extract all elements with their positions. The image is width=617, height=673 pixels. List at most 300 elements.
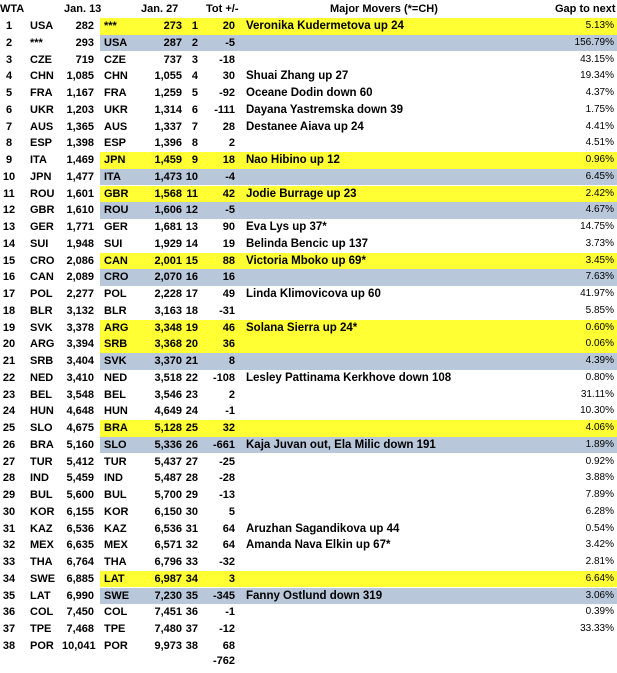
points-jan13-cell: 4,675	[66, 422, 94, 434]
rank-cell: 21	[2, 355, 16, 367]
rank-jan27-cell: 2	[191, 36, 198, 49]
gap-to-next-cell: 6.64%	[585, 572, 614, 584]
country-jan13-cell: TUR	[30, 455, 53, 468]
table-row	[0, 537, 617, 554]
rank-jan27-cell: 1	[191, 20, 198, 32]
total-change-cell: 46	[222, 321, 235, 334]
table-row	[0, 521, 617, 538]
total-change-cell: -32	[219, 556, 235, 568]
rank-jan27-cell: 15	[185, 254, 198, 267]
country-jan27-cell: GBR	[104, 187, 129, 200]
points-jan13-cell: 3,132	[66, 304, 94, 317]
major-movers-cell: Eva Lys up 37*	[246, 221, 327, 233]
rank-cell: 12	[2, 204, 16, 217]
country-jan27-cell: FRA	[104, 87, 127, 99]
gap-to-next-cell: 14.75%	[580, 221, 614, 232]
country-jan27-cell: CAN	[104, 254, 128, 267]
country-jan27-cell: SRB	[104, 338, 128, 351]
rank-cell: 29	[2, 489, 16, 501]
rank-cell: 31	[2, 522, 16, 535]
table-row	[0, 219, 617, 236]
rank-jan27-cell: 23	[185, 388, 198, 401]
gap-to-next-cell: 2.81%	[585, 556, 614, 567]
table-row	[0, 604, 617, 621]
rank-jan27-cell: 33	[185, 556, 198, 568]
points-jan13-cell: 1,203	[66, 103, 94, 116]
country-jan27-cell: MEX	[104, 539, 128, 552]
country-jan27-cell: TPE	[104, 623, 126, 635]
major-movers-cell	[246, 387, 546, 404]
country-jan27-cell: ***	[104, 20, 117, 32]
points-jan27-cell: 2,070	[154, 271, 182, 284]
points-jan13-cell: 3,404	[66, 355, 94, 367]
total-change-cell: -345	[212, 589, 235, 602]
country-jan13-cell: CZE	[30, 53, 52, 66]
major-movers-cell	[246, 169, 546, 186]
gap-to-next-cell: 3.42%	[585, 539, 614, 551]
total-change-cell: -12	[219, 623, 235, 635]
country-jan27-cell: ESP	[104, 137, 127, 150]
country-jan27-cell: NED	[104, 371, 128, 384]
points-jan13-cell: 2,086	[66, 254, 94, 267]
major-movers-cell: Lesley Pattinama Kerkhove down 108	[246, 371, 452, 384]
country-jan27-cell: USA	[104, 36, 128, 49]
rank-jan27-cell: 29	[185, 489, 198, 501]
rank-cell: 20	[2, 338, 16, 351]
total-change-cell: -1	[225, 405, 235, 418]
country-jan13-cell: FRA	[30, 87, 53, 99]
gap-to-next-cell: 4.41%	[585, 120, 614, 132]
rank-jan27-cell: 18	[185, 304, 198, 317]
points-jan27-cell: 5,487	[154, 472, 182, 485]
points-jan13-cell: 1,085	[66, 70, 94, 83]
table-row	[0, 470, 617, 487]
total-change-cell: 20	[222, 20, 235, 32]
points-jan13-cell: 6,990	[66, 589, 94, 602]
country-jan13-cell: POL	[30, 288, 53, 300]
rank-cell: 4	[5, 70, 13, 83]
rank-cell: 11	[3, 187, 15, 200]
gap-to-next-cell: 4.37%	[585, 87, 614, 98]
major-movers-cell	[246, 303, 546, 320]
country-jan13-cell: CRO	[30, 254, 55, 267]
major-movers-cell	[246, 470, 546, 487]
country-jan13-cell: AUS	[30, 120, 54, 133]
country-jan13-cell: SWE	[30, 572, 56, 585]
country-jan13-cell: IND	[30, 472, 49, 485]
rank-cell: 14	[2, 237, 16, 250]
points-jan27-cell: 6,987	[154, 572, 182, 585]
rank-cell: 24	[2, 405, 16, 418]
major-movers-cell	[246, 454, 546, 471]
total-change-cell: -661	[212, 438, 235, 451]
rank-jan27-cell: 3	[191, 53, 198, 66]
country-jan27-cell: SUI	[104, 237, 123, 250]
points-jan27-cell: 737	[163, 53, 182, 66]
total-change-cell: -92	[219, 87, 235, 99]
rank-cell: 8	[5, 137, 13, 150]
points-jan27-cell: 3,348	[154, 321, 182, 334]
country-jan27-cell: LAT	[104, 572, 125, 585]
points-jan27-cell: 1,055	[154, 70, 182, 83]
gap-to-next-cell: 3.73%	[585, 237, 614, 249]
major-movers-cell	[246, 571, 546, 588]
points-jan27-cell: 3,368	[154, 338, 182, 351]
points-jan13-cell: 719	[75, 53, 94, 66]
country-jan27-cell: SWE	[104, 589, 130, 602]
points-jan27-cell: 9,973	[154, 639, 182, 652]
gap-to-next-cell: 156.79%	[574, 36, 614, 48]
total-change-cell: 68	[222, 639, 235, 652]
country-jan13-cell: CAN	[30, 271, 54, 284]
total-change-cell: 32	[222, 422, 235, 434]
points-jan13-cell: 6,635	[66, 539, 94, 552]
total-change-cell: 42	[222, 187, 235, 200]
rank-cell: 34	[2, 572, 16, 585]
table-row	[0, 353, 617, 370]
rank-cell: 37	[2, 623, 16, 635]
country-jan27-cell: ROU	[104, 204, 129, 217]
country-jan27-cell: KOR	[104, 505, 129, 518]
table-row	[0, 152, 617, 169]
major-movers-cell: Jodie Burrage up 23	[246, 187, 357, 200]
rank-jan27-cell: 9	[191, 154, 198, 166]
header-jan13: Jan. 13	[64, 3, 102, 15]
points-jan13-cell: 3,378	[66, 321, 94, 334]
rank-jan27-cell: 35	[185, 589, 198, 602]
rank-jan27-cell: 14	[185, 237, 198, 250]
country-jan13-cell: POR	[30, 639, 54, 652]
country-jan13-cell: BLR	[30, 304, 53, 317]
points-jan27-cell: 6,796	[154, 556, 182, 568]
gap-to-next-cell: 41.97%	[580, 288, 614, 299]
major-movers-cell	[246, 638, 546, 655]
table-row	[0, 269, 617, 286]
country-jan13-cell: TPE	[30, 623, 52, 635]
table-row	[0, 303, 617, 320]
gap-to-next-cell: 3.88%	[585, 472, 614, 484]
total-change-cell: -108	[212, 371, 235, 384]
major-movers-cell	[246, 269, 546, 286]
rank-cell: 18	[2, 304, 16, 317]
rank-cell: 27	[2, 455, 16, 468]
table-row	[0, 437, 617, 454]
country-jan27-cell: CZE	[104, 53, 126, 66]
table-row	[0, 202, 617, 219]
total-change-cell: 19	[222, 237, 235, 250]
rank-jan27-cell: 19	[185, 321, 198, 334]
rank-jan27-cell: 34	[185, 572, 198, 585]
country-jan27-cell: JPN	[104, 154, 126, 166]
rank-jan27-cell: 36	[185, 606, 198, 619]
table-row	[0, 336, 617, 353]
country-jan27-cell: ARG	[104, 321, 129, 334]
rank-jan27-cell: 4	[191, 70, 198, 83]
major-movers-cell: Veronika Kudermetova up 24	[246, 20, 404, 32]
rank-jan27-cell: 27	[185, 455, 198, 468]
country-jan27-cell: UKR	[104, 103, 128, 116]
rank-jan27-cell: 6	[191, 103, 198, 116]
country-jan13-cell: UKR	[30, 103, 54, 116]
rank-jan27-cell: 37	[185, 623, 198, 635]
rank-cell: 2	[5, 36, 13, 49]
points-jan27-cell: 287	[163, 36, 182, 49]
points-jan13-cell: 6,536	[66, 522, 94, 535]
points-jan27-cell: 1,473	[154, 170, 182, 183]
table-row	[0, 68, 617, 85]
points-jan13-cell: 1,610	[66, 204, 94, 217]
major-movers-cell	[246, 52, 546, 69]
rank-jan27-cell: 25	[185, 422, 198, 434]
points-jan27-cell: 273	[163, 20, 182, 32]
points-jan13-cell: 5,600	[66, 489, 94, 501]
rank-cell: 26	[2, 438, 16, 451]
country-jan13-cell: SVK	[30, 321, 53, 334]
points-jan27-cell: 2,001	[154, 254, 182, 267]
table-row	[0, 370, 617, 387]
points-jan13-cell: 5,412	[66, 455, 94, 468]
country-jan13-cell: USA	[30, 20, 54, 32]
gap-to-next-cell: 4.67%	[585, 204, 614, 216]
table-row	[0, 102, 617, 119]
points-jan13-cell: 6,885	[66, 572, 94, 585]
points-jan13-cell: 2,277	[66, 288, 94, 300]
points-jan13-cell: 3,394	[66, 338, 94, 351]
rank-jan27-cell: 8	[191, 137, 198, 150]
major-movers-cell	[246, 621, 546, 638]
points-jan27-cell: 1,259	[154, 87, 182, 99]
header-tot: Tot +/-	[206, 3, 239, 15]
rank-cell: 36	[2, 606, 16, 619]
major-movers-cell: Dayana Yastremska down 39	[246, 103, 404, 116]
country-jan27-cell: COL	[104, 606, 128, 619]
country-jan13-cell: ITA	[30, 154, 47, 166]
country-jan13-cell: ***	[30, 36, 43, 49]
rank-cell: 16	[2, 271, 16, 284]
points-jan27-cell: 7,480	[154, 623, 182, 635]
total-change-cell: 5	[228, 505, 235, 518]
total-change-cell: 3	[228, 572, 235, 585]
major-movers-cell: Destanee Aiava up 24	[246, 120, 364, 133]
major-movers-cell	[246, 604, 546, 621]
total-change-cell: -31	[219, 304, 235, 317]
table-row	[0, 236, 617, 253]
major-movers-cell: Oceane Dodin down 60	[246, 87, 373, 99]
country-jan27-cell: CHN	[104, 70, 128, 83]
gap-to-next-cell: 6.45%	[585, 170, 614, 182]
points-jan13-cell: 1,948	[66, 237, 94, 250]
country-jan27-cell: GER	[104, 221, 128, 233]
rank-cell: 3	[5, 53, 13, 66]
gap-to-next-cell: 0.60%	[585, 321, 614, 333]
country-jan13-cell: JPN	[30, 170, 52, 183]
major-movers-cell: Shuai Zhang up 27	[246, 70, 349, 83]
country-jan27-cell: IND	[104, 472, 123, 485]
points-jan27-cell: 3,518	[154, 371, 182, 384]
table-row	[0, 571, 617, 588]
gap-to-next-cell: 10.30%	[580, 405, 614, 417]
table-row	[0, 420, 617, 437]
total-change-cell: 88	[222, 254, 235, 267]
points-jan13-cell: 7,468	[66, 623, 94, 635]
rank-cell: 35	[2, 589, 16, 602]
total-change-cell: -5	[225, 36, 235, 49]
points-jan27-cell: 5,700	[154, 489, 182, 501]
total-change-cell: 18	[222, 154, 235, 166]
total-change-cell: 30	[222, 70, 235, 83]
major-movers-cell	[246, 487, 546, 504]
rank-jan27-cell: 30	[185, 505, 198, 518]
total-change-cell: 90	[222, 221, 235, 233]
major-movers-cell	[246, 504, 546, 521]
major-movers-cell	[246, 353, 546, 370]
rank-cell: 15	[2, 254, 16, 267]
points-jan13-cell: 2,089	[66, 271, 94, 284]
country-jan13-cell: GBR	[30, 204, 55, 217]
country-jan27-cell: AUS	[104, 120, 128, 133]
country-jan27-cell: CRO	[104, 271, 129, 284]
total-change-cell: 28	[222, 120, 235, 133]
points-jan27-cell: 6,150	[154, 505, 182, 518]
rank-jan27-cell: 7	[191, 120, 198, 133]
points-jan13-cell: 1,771	[66, 221, 94, 233]
country-jan13-cell: MEX	[30, 539, 54, 552]
points-jan13-cell: 3,410	[66, 371, 94, 384]
table-row	[0, 588, 617, 605]
rank-jan27-cell: 16	[185, 271, 198, 284]
table-row	[0, 554, 617, 571]
points-jan13-cell: 5,459	[66, 472, 94, 485]
table-row	[0, 169, 617, 186]
rank-cell: 28	[2, 472, 16, 485]
country-jan27-cell: SLO	[104, 438, 127, 451]
points-jan27-cell: 1,314	[154, 103, 182, 116]
major-movers-cell: Victoria Mboko up 69*	[246, 254, 366, 267]
total-change: -762	[212, 655, 235, 667]
rank-cell: 9	[5, 154, 13, 166]
country-jan27-cell: POL	[104, 288, 127, 300]
points-jan13-cell: 7,450	[66, 606, 94, 619]
points-jan27-cell: 1,337	[154, 120, 182, 133]
gap-to-next-cell: 19.34%	[580, 70, 614, 82]
table-row	[0, 186, 617, 203]
rank-jan27-cell: 32	[185, 539, 198, 552]
gap-to-next-cell: 5.13%	[585, 20, 614, 31]
country-jan13-cell: THA	[30, 556, 53, 568]
points-jan27-cell: 6,536	[154, 522, 182, 535]
rank-jan27-cell: 13	[185, 221, 198, 233]
country-jan13-cell: BRA	[30, 438, 54, 451]
country-jan27-cell: BUL	[104, 489, 127, 501]
rank-cell: 6	[5, 103, 13, 116]
rank-jan27-cell: 22	[185, 371, 198, 384]
country-jan13-cell: ARG	[30, 338, 55, 351]
rank-jan27-cell: 21	[185, 355, 198, 367]
gap-to-next-cell: 4.39%	[585, 355, 614, 366]
points-jan27-cell: 7,230	[154, 589, 182, 602]
country-jan13-cell: SUI	[30, 237, 49, 250]
gap-to-next-cell: 7.63%	[585, 271, 614, 283]
points-jan13-cell: 4,648	[66, 405, 94, 418]
major-movers-cell	[246, 202, 546, 219]
points-jan27-cell: 1,459	[154, 154, 182, 166]
total-change-cell: -5	[225, 204, 235, 217]
total-change-cell: -28	[219, 472, 235, 485]
gap-to-next-cell	[540, 638, 614, 655]
major-movers-cell	[246, 420, 546, 437]
country-jan13-cell: BEL	[30, 388, 52, 401]
country-jan27-cell: BRA	[104, 422, 128, 434]
country-jan27-cell: THA	[104, 556, 127, 568]
points-jan13-cell: 3,548	[66, 388, 94, 401]
country-jan13-cell: ESP	[30, 137, 53, 150]
gap-to-next-cell: 4.06%	[585, 422, 614, 433]
rank-cell: 7	[5, 120, 13, 133]
rank-cell: 17	[2, 288, 16, 300]
major-movers-cell	[246, 403, 546, 420]
major-movers-cell: Linda Klimovicova up 60	[246, 288, 381, 300]
country-jan27-cell: TUR	[104, 455, 127, 468]
rank-jan27-cell: 28	[185, 472, 198, 485]
header-gap: Gap to next	[555, 3, 616, 15]
gap-to-next-cell: 0.06%	[585, 338, 614, 350]
table-row	[0, 286, 617, 303]
gap-to-next-cell: 2.42%	[585, 187, 614, 199]
rank-jan27-cell: 10	[185, 170, 198, 183]
total-change-cell: -4	[225, 170, 235, 183]
points-jan27-cell: 5,437	[154, 455, 182, 468]
table-row	[0, 119, 617, 136]
table-row	[0, 638, 617, 655]
table-row	[0, 504, 617, 521]
table-row	[0, 621, 617, 638]
table-row	[0, 35, 617, 52]
rank-jan27-cell: 20	[185, 338, 198, 351]
gap-to-next-cell: 0.80%	[585, 371, 614, 383]
header-jan27: Jan. 27	[141, 3, 179, 15]
gap-to-next-cell: 3.45%	[585, 254, 614, 266]
points-jan13-cell: 6,155	[66, 505, 94, 518]
country-jan13-cell: COL	[30, 606, 54, 619]
total-change-cell: 36	[222, 338, 235, 351]
gap-to-next-cell: 4.51%	[585, 137, 614, 149]
points-jan13-cell: 293	[75, 36, 94, 49]
points-jan13-cell: 1,469	[66, 154, 94, 166]
table-row	[0, 454, 617, 471]
rank-cell: 22	[2, 371, 16, 384]
country-jan27-cell: BEL	[104, 388, 126, 401]
major-movers-cell: Solana Sierra up 24*	[246, 321, 358, 334]
rank-cell: 5	[5, 87, 13, 99]
points-jan13-cell: 1,477	[66, 170, 94, 183]
country-jan27-cell: KAZ	[104, 522, 127, 535]
total-change-cell: 2	[228, 388, 235, 401]
gap-to-next-cell: 1.75%	[585, 103, 614, 115]
total-change-cell: 49	[222, 288, 235, 300]
points-jan13-cell: 282	[75, 20, 94, 32]
country-jan13-cell: BUL	[30, 489, 53, 501]
header-movers: Major Movers (*=CH)	[330, 3, 438, 15]
rank-cell: 19	[2, 321, 16, 334]
country-jan27-cell: ITA	[104, 170, 121, 183]
country-jan13-cell: HUN	[30, 405, 54, 418]
major-movers-cell: Kaja Juvan out, Ela Milic down 191	[246, 438, 436, 451]
total-change-cell: -18	[219, 53, 235, 66]
total-change-cell: 2	[228, 137, 235, 150]
points-jan13-cell: 1,601	[66, 187, 94, 200]
total-change-cell: -1	[225, 606, 235, 619]
gap-to-next-cell: 1.89%	[585, 438, 614, 450]
